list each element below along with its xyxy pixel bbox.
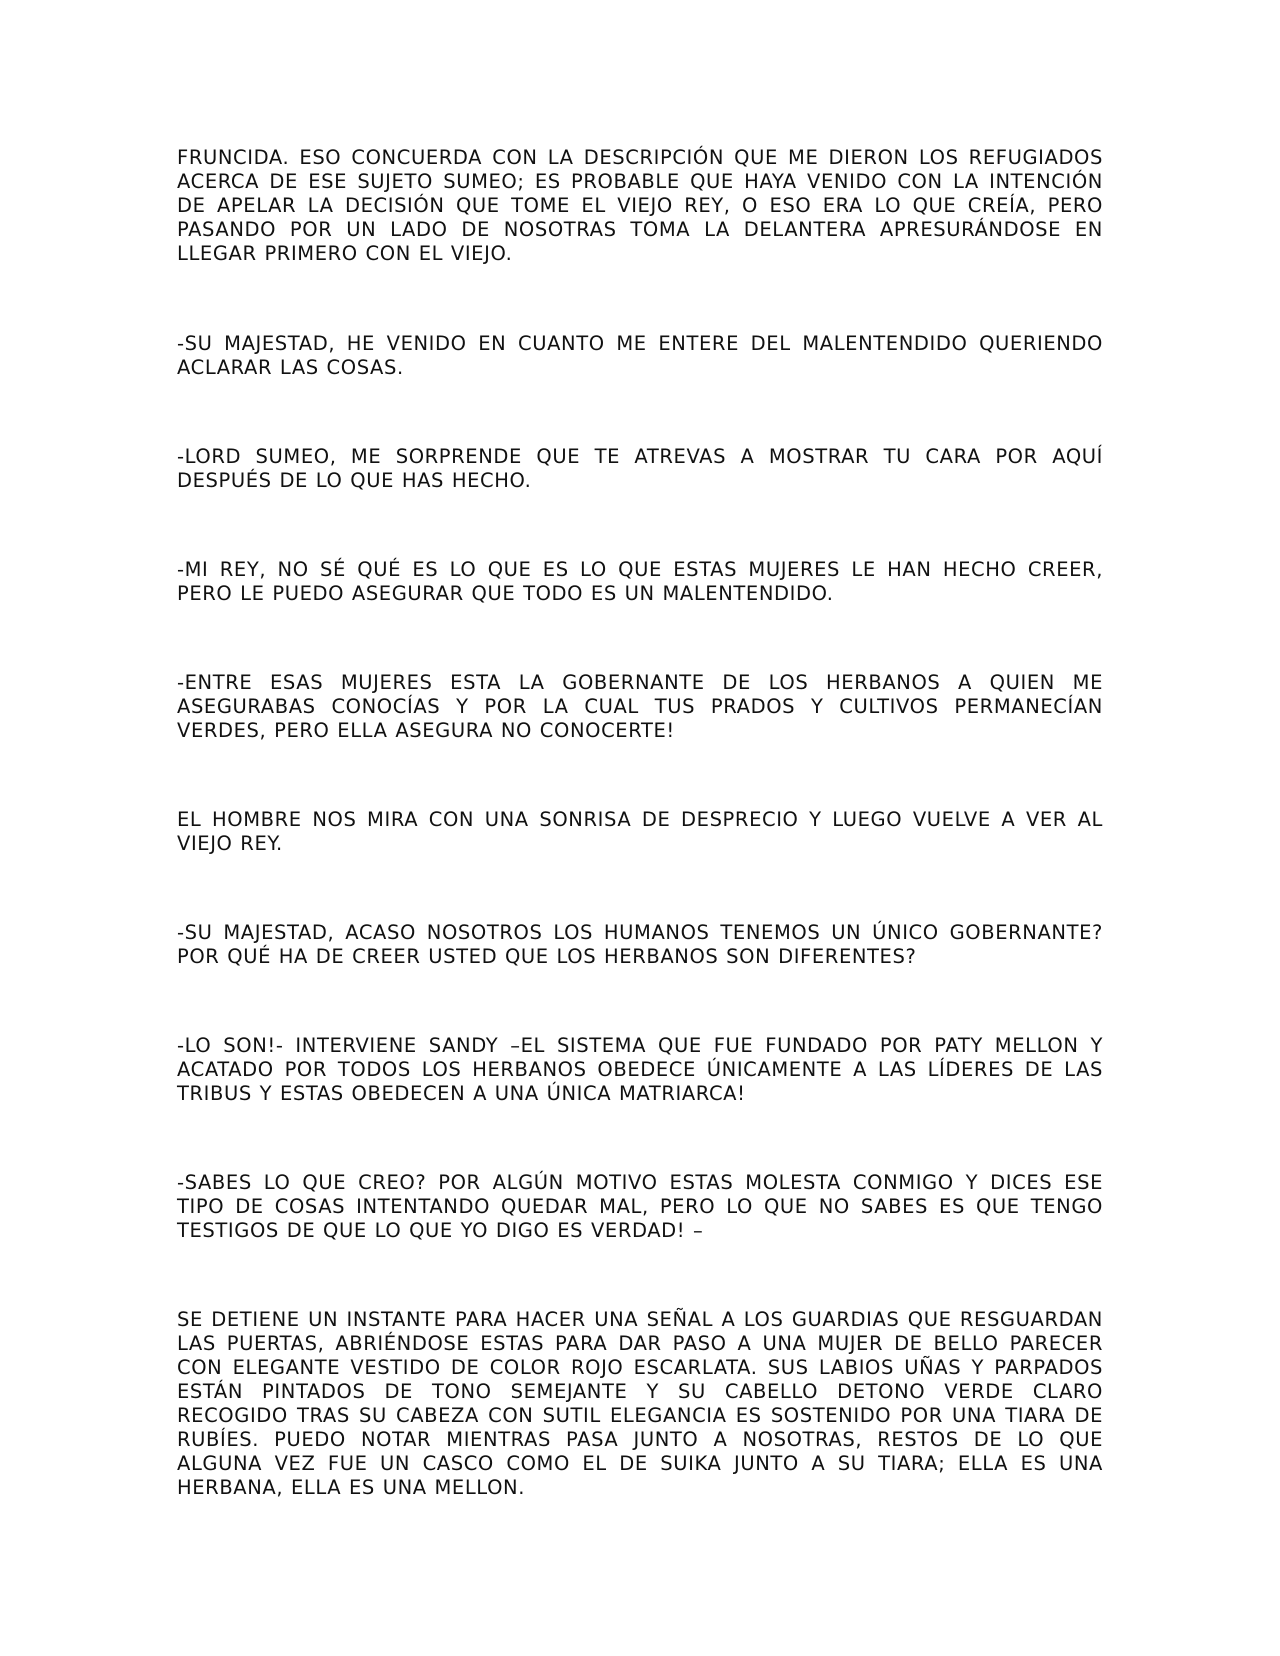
paragraph-dialogue-6: -LO SON!- INTERVIENE SANDY –EL SISTEMA QUE FUE FUNDADO POR PATY MELLON Y ACATADO POR TODOS LOS HERBANOS OBEDECE ÚNICAMENTE A LAS LÍDERES DE LAS TRIBUS Y ESTAS OBEDECEN A UNA ÚNICA MATRIARCA! <box>177 1034 1103 1105</box>
paragraph-dialogue-1: -SU MAJESTAD, HE VENIDO EN CUANTO ME ENTERE DEL MALENTENDIDO QUERIENDO ACLARAR LAS COSAS. <box>177 332 1103 379</box>
paragraph-narration-3: SE DETIENE UN INSTANTE PARA HACER UNA SEÑAL A LOS GUARDIAS QUE RESGUARDAN LAS PUERTAS, ABRIÉNDOSE ESTAS PARA DAR PASO A UNA MUJER DE BELLO PARECER CON ELEGANTE VESTIDO DE COLOR ROJO ESCARLATA. SUS LABIOS UÑAS Y PARPADOS ESTÁN PINTADOS DE TONO SEMEJANTE Y SU CABELLO DETONO VERDE CLARO RECOGIDO TRAS SU CABEZA CON SUTIL ELEGANCIA ES SOSTENIDO POR UNA TIARA DE RUBÍES. PUEDO NOTAR MIENTRAS PASA JUNTO A NOSOTRAS, RESTOS DE LO QUE ALGUNA VEZ FUE UN CASCO COMO EL DE SUIKA JUNTO A SU TIARA; ELLA ES UNA HERBANA, ELLA ES UNA MELLON. <box>177 1308 1103 1499</box>
paragraph-dialogue-7: -SABES LO QUE CREO? POR ALGÚN MOTIVO ESTAS MOLESTA CONMIGO Y DICES ESE TIPO DE COSAS INTENTANDO QUEDAR MAL, PERO LO QUE NO SABES ES QUE TENGO TESTIGOS DE QUE LO QUE YO DIGO ES VERDAD! – <box>177 1171 1103 1242</box>
body-text <box>177 146 1103 1500</box>
paragraph-narration-2: EL HOMBRE NOS MIRA CON UNA SONRISA DE DESPRECIO Y LUEGO VUELVE A VER AL VIEJO REY. <box>177 808 1103 855</box>
paragraph-dialogue-4: -ENTRE ESAS MUJERES ESTA LA GOBERNANTE DE LOS HERBANOS A QUIEN ME ASEGURABAS CONOCÍAS Y POR LA CUAL TUS PRADOS Y CULTIVOS PERMANECÍAN VERDES, PERO ELLA ASEGURA NO CONOCERTE! <box>177 671 1103 742</box>
paragraph-narration-1: FRUNCIDA. ESO CONCUERDA CON LA DESCRIPCIÓN QUE ME DIERON LOS REFUGIADOS ACERCA DE ESE SUJETO SUMEO; ES PROBABLE QUE HAYA VENIDO CON LA INTENCIÓN DE APELAR LA DECISIÓN QUE TOME EL VIEJO REY, O ESO ERA LO QUE CREÍA, PERO PASANDO POR UN LADO DE NOSOTRAS TOMA LA DELANTERA APRESURÁNDOSE EN LLEGAR PRIMERO CON EL VIEJO. <box>177 146 1103 265</box>
paragraph-dialogue-2: -LORD SUMEO, ME SORPRENDE QUE TE ATREVAS A MOSTRAR TU CARA POR AQUÍ DESPUÉS DE LO QUE HAS HECHO. <box>177 445 1103 492</box>
paragraph-dialogue-5: -SU MAJESTAD, ACASO NOSOTROS LOS HUMANOS TENEMOS UN ÚNICO GOBERNANTE? POR QUÉ HA DE CREER USTED QUE LOS HERBANOS SON DIFERENTES? <box>177 921 1103 968</box>
paragraph-dialogue-3: -MI REY, NO SÉ QUÉ ES LO QUE ES LO QUE ESTAS MUJERES LE HAN HECHO CREER, PERO LE PUEDO ASEGURAR QUE TODO ES UN MALENTENDIDO. <box>177 558 1103 605</box>
